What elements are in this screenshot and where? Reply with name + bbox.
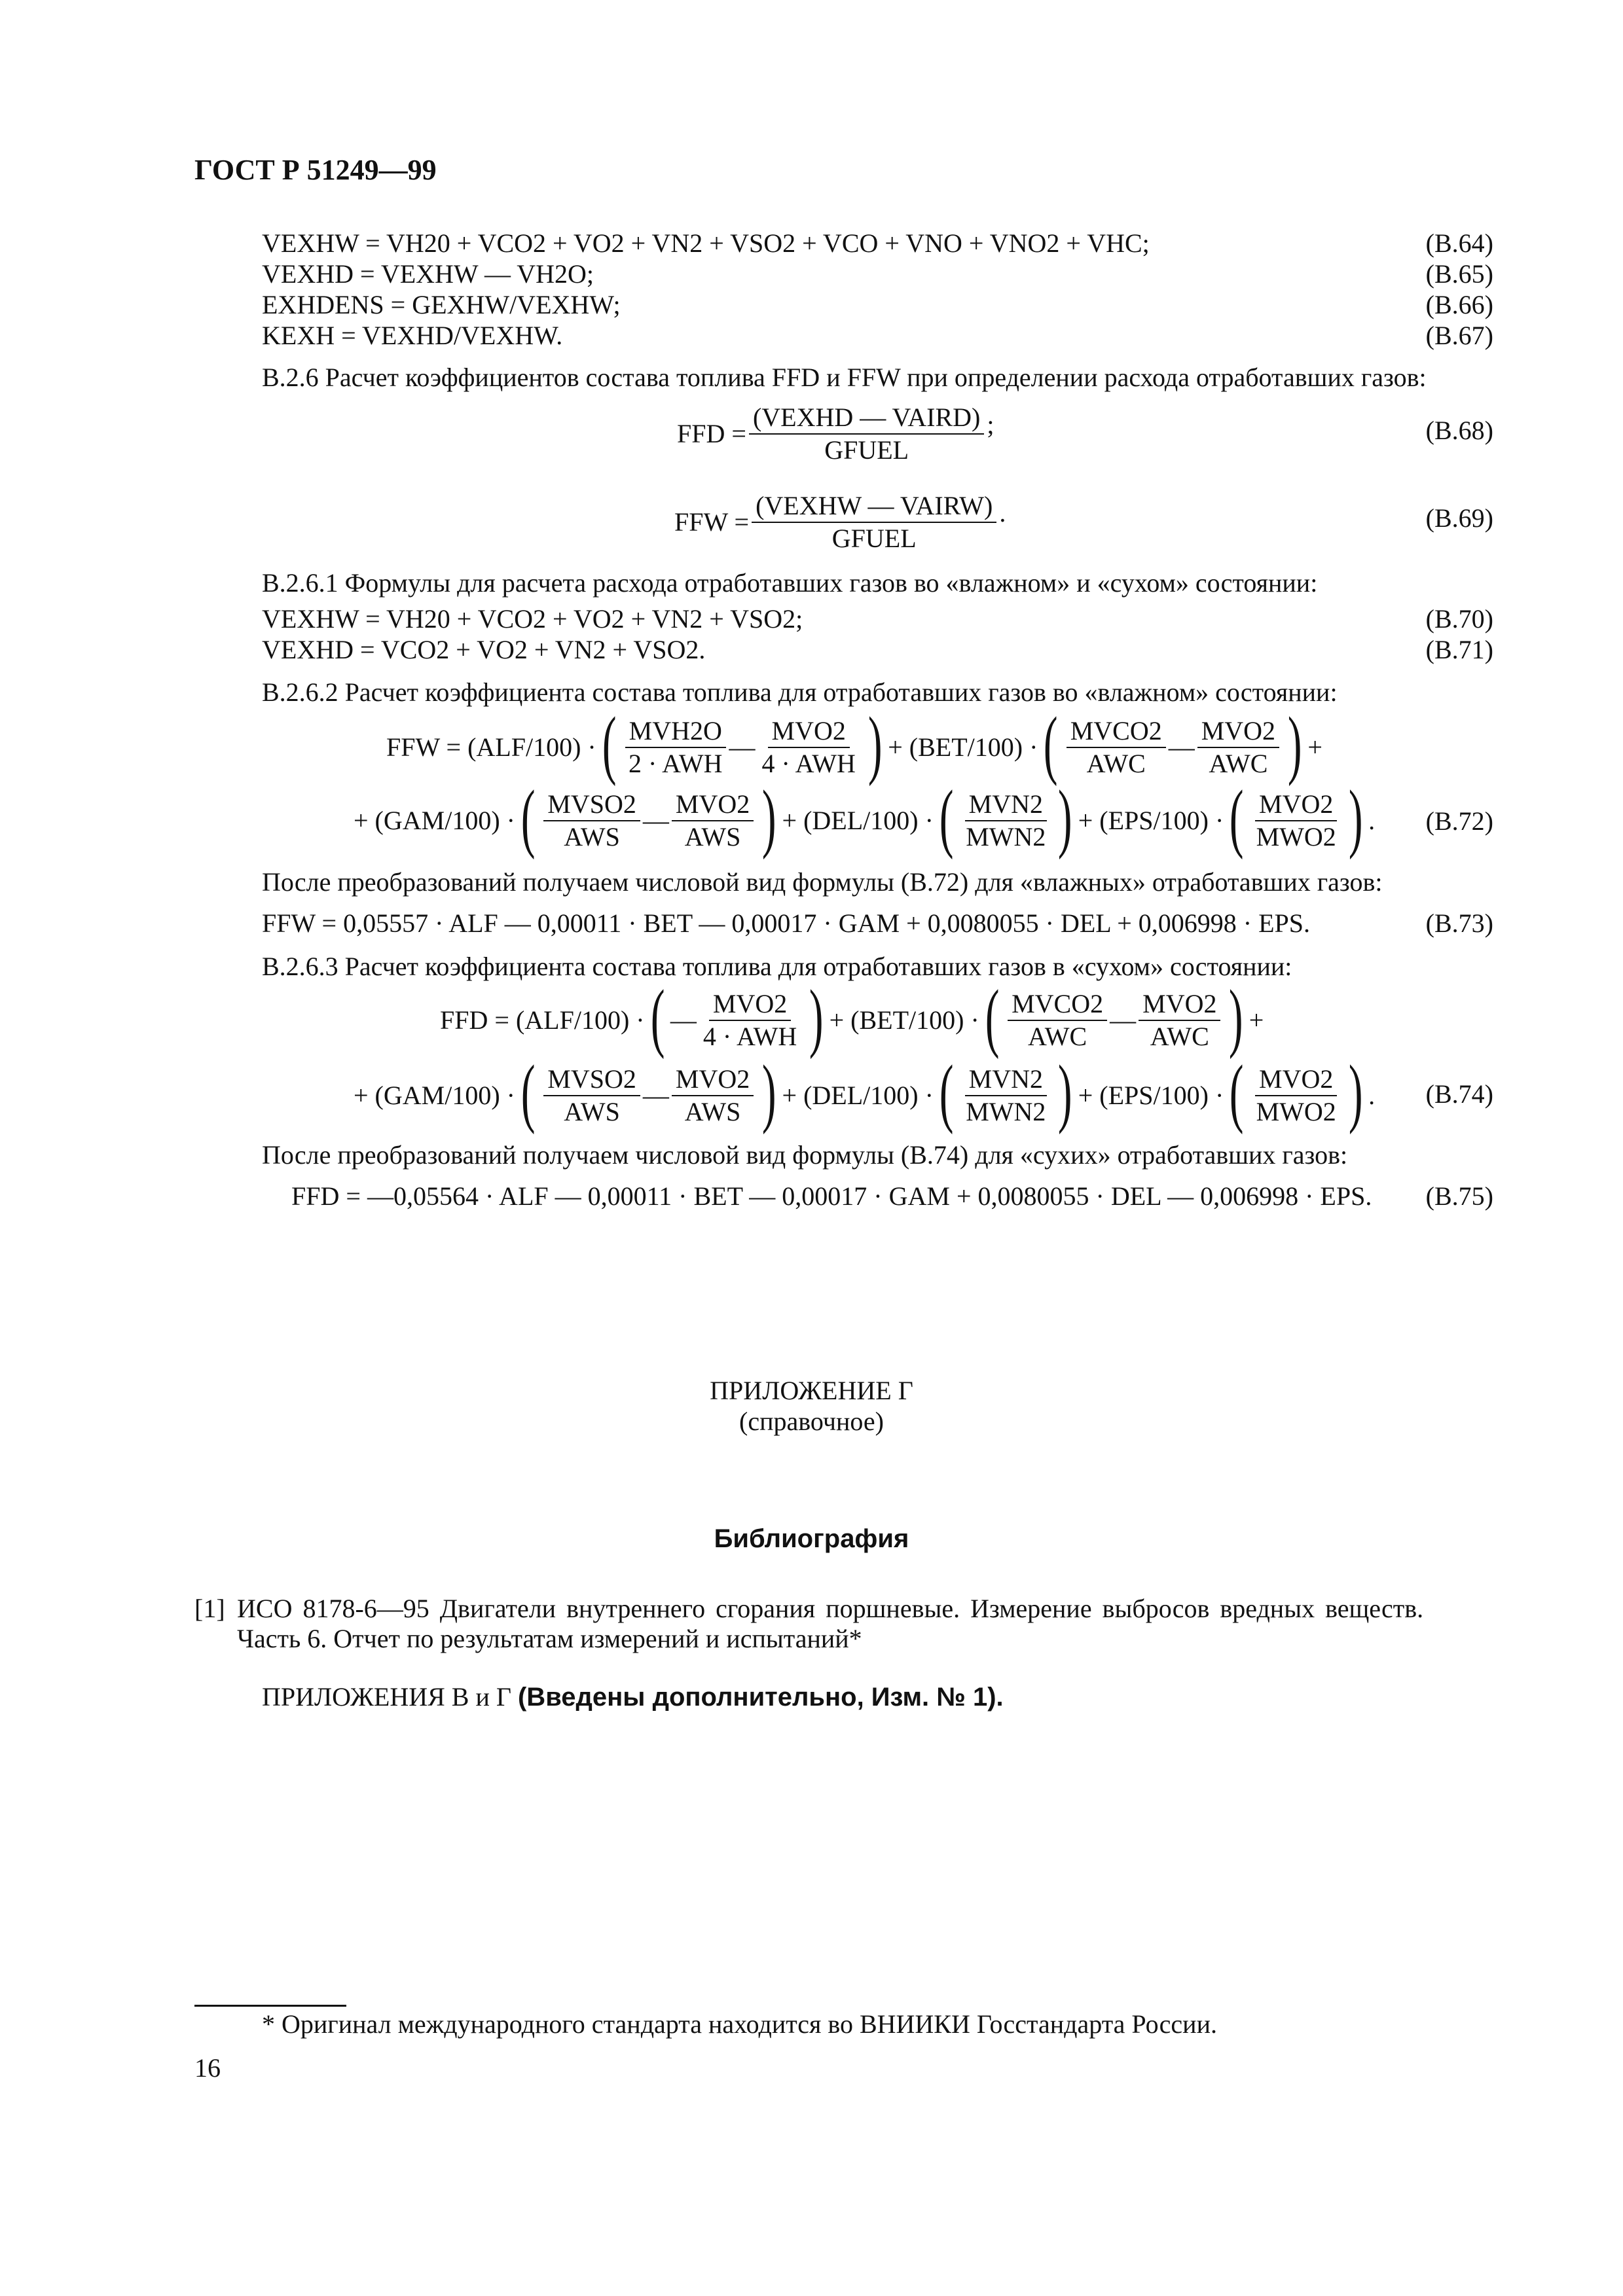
b72-l2-mid1: + (DEL/100) · [782,806,934,835]
b72-l2-mid2: + (EPS/100) · [1078,806,1224,835]
b72-l1-f2-num: MVO2 [768,718,850,748]
b74-l2-group3: ( $\frac{\text{MVO2}}{\text{MWO2}}$ ) [1230,1049,1363,1135]
b74-l2-f4-num: MVO2 [1255,1066,1337,1096]
equation-b67: KEXH = VEXHD/VEXHW. [262,321,563,350]
b74-l1-minus2: — [1110,1005,1137,1035]
b72-l2-lead: + (GAM/100) · [354,806,515,835]
ffw-numerator: (VEXHW — VAIRW) [752,493,996,523]
b263-after-text: После преобразований получаем числовой вид формулы (В.74) для «сухих» отработавших газов: [262,1140,1348,1170]
document-header: ГОСТ Р 51249—99 [194,154,437,186]
b72-l2-f4-num: MVO2 [1255,791,1337,821]
b72-l1-minus1: — [729,732,756,762]
ref-line-1: ИСО 8178-6—95 Двигатели внутреннего сгорания поршневые. Измерение выбросов вредных веществ. [237,1594,1424,1623]
b72-l1-f2-den: 4 · AWH [761,749,856,778]
ffd-end: ; [987,410,994,439]
formula-b72-line1 [386,701,1322,787]
b72-l2-f1-num: MVSO2 [543,791,640,821]
b72-l1-f1-den: 2 · AWH [629,749,723,778]
equation-b65: VEXHD = VEXHW — VH2O; [262,259,594,289]
b74-l2-group2: ( $\frac{\text{MVN2}}{\text{MWN2}}$ ) [939,1049,1072,1135]
b74-l1-f3-den: AWC [1028,1022,1087,1051]
appendix-title: ПРИЛОЖЕНИЕ Г [710,1376,913,1405]
formula-b74-line2 [354,1049,1376,1135]
b74-l1-group1: ( — $\frac{\text{MVO2}}{\text{4 · AWH}}$ ) [650,974,824,1060]
b262-after-text: После преобразований получаем числовой вид формулы (В.72) для «влажных» отработавших газов: [262,867,1383,897]
b74-l1-f2-num: MVO2 [709,991,791,1021]
b72-l2-group2: ( $\frac{\text{MVN2}}{\text{MWN2}}$ ) [939,774,1072,860]
b74-l2-f3-den: MWN2 [966,1097,1046,1126]
amendment-note [262,1684,1004,1710]
bibliography-heading: Библиография [714,1524,909,1553]
b72-l2-minus1: — [642,806,669,835]
b74-l2-f1-den: AWS [564,1097,620,1126]
b74-l1-lhs: FFD = (ALF/100) · [440,1005,645,1035]
b72-l2-f3-num: MVN2 [965,791,1047,821]
ffd-numerator: (VEXHD — VAIRD) [749,404,984,435]
appendix-subtitle: (справочное) [739,1407,884,1436]
b72-l2-group1: ( $\frac{\text{MVSO2}}{\text{AWS}}$ — $\frac{\text{MVO2}}{\text{AWS}}$ ) [520,774,776,860]
ffw-fraction [752,493,996,552]
b72-l1-group2: ( $\frac{\text{MVCO2}}{\text{AWC}}$ — $\frac{\text{MVO2}}{\text{AWC}}$ ) [1044,701,1302,787]
b74-l2-group1: ( $\frac{\text{MVSO2}}{\text{AWS}}$ — $\frac{\text{MVO2}}{\text{AWS}}$ ) [520,1049,776,1135]
b74-l1-mid: + (BET/100) · [829,1005,979,1035]
eqno-b69: (В.69) [1425,503,1493,533]
eqno-b67: (В.67) [1425,321,1493,350]
b72-l1-minus2: — [1168,732,1195,762]
b72-l2-f1-den: AWS [564,822,620,852]
b72-l1-end: + [1307,732,1322,762]
b72-l2-f2-num: MVO2 [672,791,754,821]
equation-b64: VEXHW = VH20 + VCO2 + VO2 + VN2 + VSO2 + VCO + VNO + VNO2 + VHC; [262,228,1150,258]
b74-l1-f4-num: MVO2 [1139,991,1220,1021]
eqno-b74: (В.74) [1425,1079,1493,1109]
b74-l2-lead: + (GAM/100) · [354,1081,515,1110]
b74-l2-mid1: + (DEL/100) · [782,1081,934,1110]
formula-b68 [677,404,994,463]
eqno-b65: (В.65) [1425,259,1493,289]
ffd-lhs: FFD = [677,419,746,448]
b72-l1-f3-num: MVCO2 [1067,718,1166,748]
eqno-b70: (В.70) [1425,604,1493,634]
eqno-b73: (В.73) [1425,908,1493,938]
b74-l1-minus0: — [670,1005,697,1035]
equation-b73: FFW = 0,05557 · ALF — 0,00011 · BET — 0,00017 · GAM + 0,0080055 · DEL + 0,006998 · EPS. [262,908,1311,938]
b72-l1-group1: ( $\frac{\text{MVH2O}}{\text{2 · AWH}}$ — $\frac{\text{MVO2}}{\text{4 · AWH}}$ ) [602,701,883,787]
b74-l2-f2-num: MVO2 [672,1066,754,1096]
eqno-b68: (В.68) [1425,416,1493,445]
b74-l1-f3-num: MVCO2 [1008,991,1107,1021]
amendment-note-bold: (Введены дополнительно, Изм. № 1). [517,1683,1004,1712]
section-b261-title: В.2.6.1 Формулы для расчета расхода отработавших газов во «влажном» и «сухом» состоянии: [262,568,1318,598]
ffd-fraction [749,404,984,463]
eqno-b71: (В.71) [1425,635,1493,664]
equation-b75: FFD = —0,05564 · ALF — 0,00011 · BET — 0,00017 · GAM + 0,0080055 · DEL — 0,006998 · EPS. [291,1181,1372,1211]
b74-l1-f2-den: 4 · AWH [702,1022,797,1051]
ref-marker: [1] [194,1594,225,1623]
eqno-b64: (В.64) [1425,228,1493,258]
b72-l1-f4-den: AWC [1209,749,1268,778]
b74-l2-mid2: + (EPS/100) · [1078,1081,1224,1110]
footnote: * Оригинал международного стандарта находится во ВНИИКИ Госстандарта России. [262,2009,1217,2039]
b72-l2-end: . [1368,806,1376,835]
b74-l2-f1-num: MVSO2 [543,1066,640,1096]
b74-l2-end: . [1368,1081,1376,1110]
section-b262-title: В.2.6.2 Расчет коэффициента состава топлива для отработавших газов во «влажном» состоянии: [262,677,1338,707]
b74-l2-f2-den: AWS [684,1097,741,1126]
b72-l1-f1-num: MVH2O [625,718,726,748]
ffw-end: . [999,498,1006,528]
ffw-lhs: FFW = [674,507,750,537]
b72-l2-f3-den: MWN2 [966,822,1046,852]
b74-l2-minus1: — [642,1081,669,1110]
equation-b70: VEXHW = VH20 + VCO2 + VO2 + VN2 + VSO2; [262,604,803,634]
b72-l2-group3: ( $\frac{\text{MVO2}}{\text{MWO2}}$ ) [1230,774,1363,860]
amendment-note-plain: ПРИЛОЖЕНИЯ В и Г [262,1682,511,1712]
section-b26-title: В.2.6 Расчет коэффициентов состава топлива FFD и FFW при определении расхода отработавших газов: [262,363,1427,392]
ffw-denominator: GFUEL [831,524,917,553]
ffd-denominator: GFUEL [824,435,909,465]
eqno-b75: (В.75) [1425,1181,1493,1211]
formula-b74-line1 [440,974,1264,1060]
equation-b71: VEXHD = VCO2 + VO2 + VN2 + VSO2. [262,635,706,664]
b72-l1-mid: + (BET/100) · [888,732,1038,762]
equation-b66: EXHDENS = GEXHW/VEXHW; [262,290,621,319]
formula-b69 [674,493,1006,552]
b72-l1-f4-num: MVO2 [1197,718,1279,748]
b74-l2-f4-den: MWO2 [1256,1097,1336,1126]
b74-l1-f4-den: AWC [1150,1022,1209,1051]
section-b263-title: В.2.6.3 Расчет коэффициента состава топлива для отработавших газов в «сухом» состоянии: [262,952,1292,981]
b74-l1-end: + [1249,1005,1264,1035]
page-number: 16 [194,2053,221,2083]
ref-line-2: Часть 6. Отчет по результатам измерений и испытаний* [237,1624,862,1653]
formula-b72-line2 [354,774,1376,860]
b72-l1-f3-den: AWC [1086,749,1146,778]
b72-l2-f2-den: AWS [684,822,741,852]
footnote-divider [194,2005,346,2007]
b72-l1-lhs: FFW = (ALF/100) · [386,732,596,762]
eqno-b66: (В.66) [1425,290,1493,319]
b74-l1-group2: ( $\frac{\text{MVCO2}}{\text{AWC}}$ — $\frac{\text{MVO2}}{\text{AWC}}$ ) [985,974,1243,1060]
b72-l2-f4-den: MWO2 [1256,822,1336,852]
b74-l2-f3-num: MVN2 [965,1066,1047,1096]
eqno-b72: (В.72) [1425,806,1493,836]
